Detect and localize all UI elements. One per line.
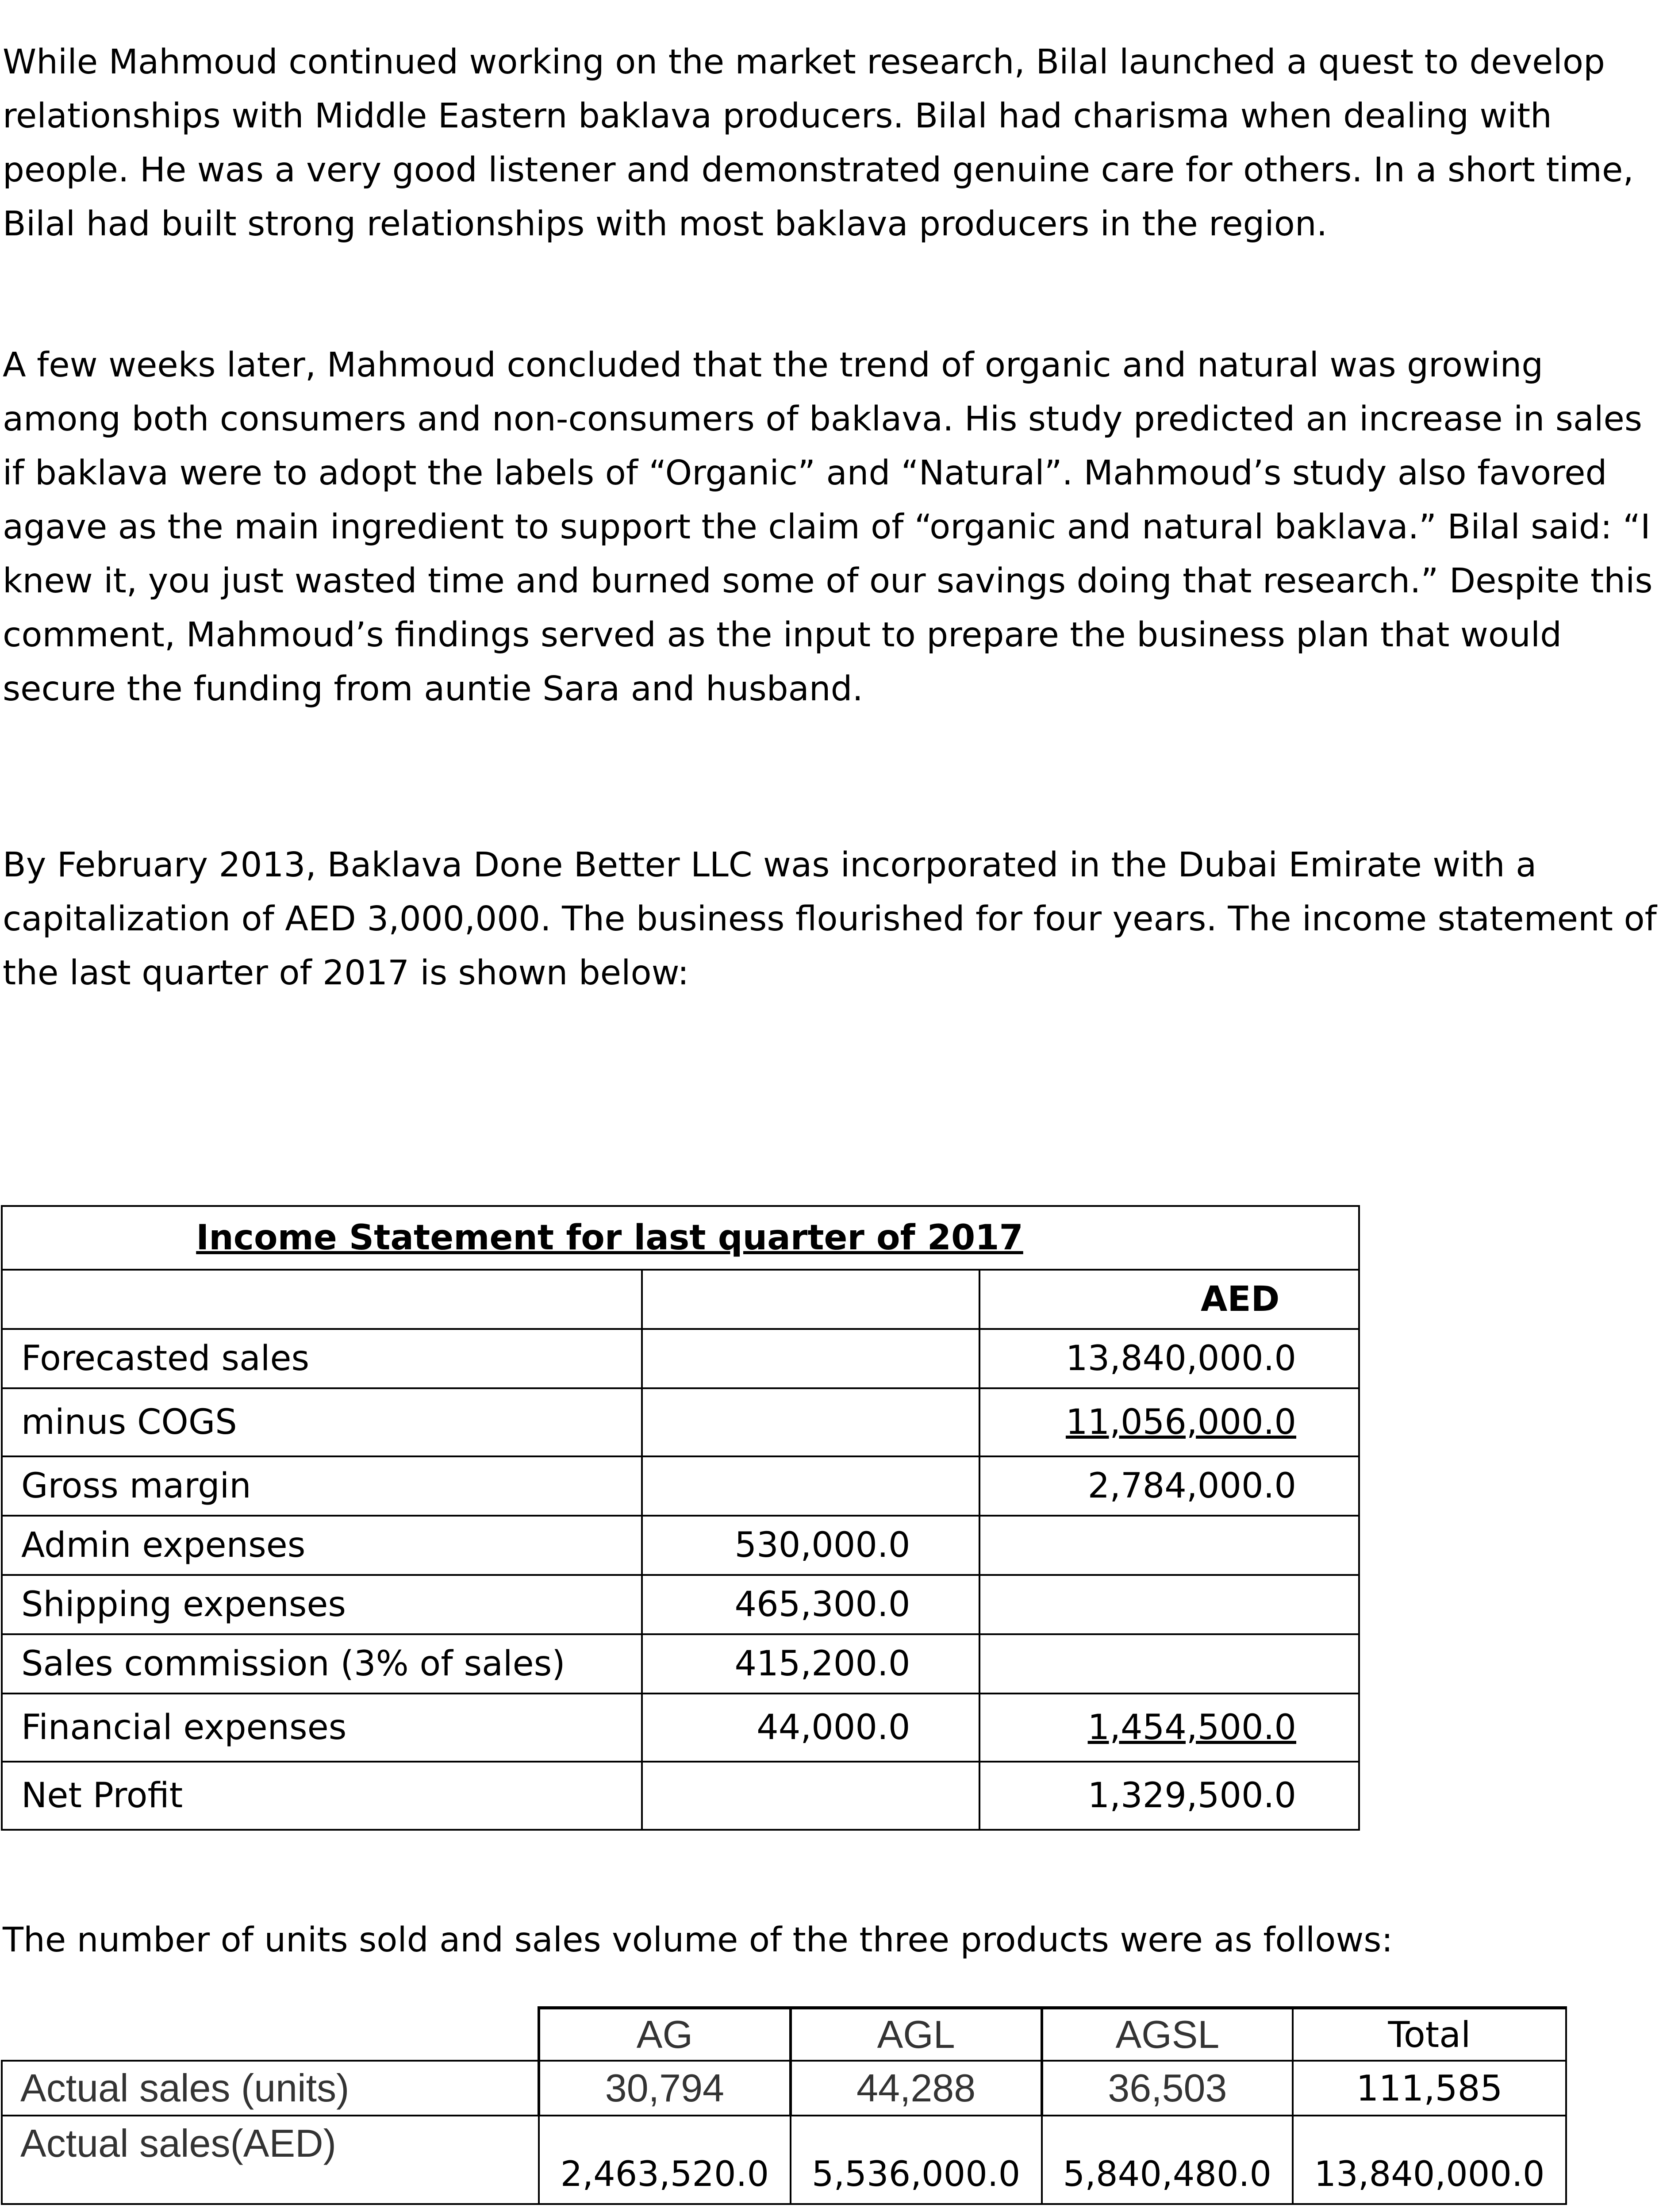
row-amount bbox=[979, 1634, 1359, 1694]
product-header-agl: AGL bbox=[791, 2008, 1042, 2061]
row-label: minus COGS bbox=[2, 1388, 642, 1456]
row-amount: 1,329,500.0 bbox=[979, 1762, 1359, 1830]
table-row bbox=[2, 1762, 1359, 1830]
row-detail bbox=[642, 1329, 980, 1388]
row-amount bbox=[979, 1694, 1359, 1762]
aed-total: 13,840,000.0 bbox=[1293, 2116, 1566, 2204]
product-sales-table bbox=[1, 2006, 1567, 2205]
row-detail: 44,000.0 bbox=[642, 1694, 980, 1762]
table-row bbox=[2, 1516, 1359, 1575]
row-detail bbox=[642, 1762, 980, 1830]
row-amount-underlined: 11,056,000.0 bbox=[1065, 1402, 1296, 1442]
row-label: Forecasted sales bbox=[2, 1329, 642, 1388]
row-label: Financial expenses bbox=[2, 1694, 642, 1762]
row-detail: 415,200.0 bbox=[642, 1634, 980, 1694]
units-label-text: Actual sales bbox=[20, 2066, 230, 2110]
paragraph-market-research: A few weeks later, Mahmoud concluded that the trend of organic and natural was growing among both consumers and non-consumers of baklava. His study predicted an increase in sales if baklava were to adopt the labels of “Organic” and “Natural”. Mahmoud’s study also favored agave as the main ingredient to support the claim of “organic and natural baklava.” Bilal said: “I knew it, you just wasted time and burned some of our savings doing that research.” Despite this comment, Mahmoud’s findings served as the input to prepare the business plan that would secure the funding from auntie Sara and husband. bbox=[3, 346, 1653, 709]
table-row bbox=[2, 1388, 1359, 1456]
row-detail bbox=[642, 1456, 980, 1516]
table-row bbox=[2, 2061, 1566, 2116]
product-header-ag: AG bbox=[539, 2008, 790, 2061]
table-row bbox=[2, 1456, 1359, 1516]
aed-ag: 2,463,520.0 bbox=[539, 2116, 790, 2204]
units-agl: 44,288 bbox=[791, 2061, 1042, 2116]
income-statement-title: Income Statement for last quarter of 2017 bbox=[2, 1206, 1359, 1270]
row-amount-underlined: 1,454,500.0 bbox=[1087, 1708, 1296, 1747]
row-label: Admin expenses bbox=[2, 1516, 642, 1575]
row-label: Gross margin bbox=[2, 1456, 642, 1516]
aed-label: Actual sales(AED) bbox=[2, 2116, 539, 2204]
units-label bbox=[2, 2061, 539, 2116]
row-label: Shipping expenses bbox=[2, 1575, 642, 1634]
aed-agsl: 5,840,480.0 bbox=[1042, 2116, 1293, 2204]
units-ag: 30,794 bbox=[539, 2061, 790, 2116]
units-total: 111,585 bbox=[1293, 2061, 1566, 2116]
empty-cell bbox=[2, 2008, 539, 2061]
row-amount bbox=[979, 1388, 1359, 1456]
aed-agl: 5,536,000.0 bbox=[791, 2116, 1042, 2204]
row-detail: 530,000.0 bbox=[642, 1516, 980, 1575]
paragraph-incorporation: By February 2013, Baklava Done Better LLC was incorporated in the Dubai Emirate with a capitalization of AED 3,000,000. The business flourished for four years. The income statement of the last quarter of 2017 is shown below: bbox=[3, 845, 1657, 993]
empty-cell bbox=[2, 1270, 642, 1329]
table-header-row bbox=[2, 2008, 1566, 2061]
table-row bbox=[2, 1694, 1359, 1762]
row-label: Sales commission (3% of sales) bbox=[2, 1634, 642, 1694]
units-suffix: (units) bbox=[241, 2066, 349, 2110]
row-amount bbox=[979, 1516, 1359, 1575]
table-row bbox=[2, 1575, 1359, 1634]
empty-cell bbox=[642, 1270, 980, 1329]
units-agsl: 36,503 bbox=[1042, 2061, 1293, 2116]
total-header: Total bbox=[1293, 2008, 1566, 2061]
row-amount bbox=[979, 1575, 1359, 1634]
row-detail: 465,300.0 bbox=[642, 1575, 980, 1634]
paragraph-units-intro: The number of units sold and sales volume of the three products were as follows: bbox=[3, 1920, 1393, 1960]
income-statement-table bbox=[1, 1205, 1360, 1831]
table-row bbox=[2, 1634, 1359, 1694]
product-header-agsl: AGSL bbox=[1042, 2008, 1293, 2061]
row-amount: 2,784,000.0 bbox=[979, 1456, 1359, 1516]
table-row bbox=[2, 2116, 1566, 2204]
row-label: Net Profit bbox=[2, 1762, 642, 1830]
table-row bbox=[2, 1329, 1359, 1388]
row-amount: 13,840,000.0 bbox=[979, 1329, 1359, 1388]
paragraph-relationships: While Mahmoud continued working on the market research, Bilal launched a quest to develop relationships with Middle Eastern baklava producers. Bilal had charisma when dealing with people. He was a very good listener and demonstrated genuine care for others. In a short time, Bilal had built strong relationships with most baklava producers in the region. bbox=[3, 42, 1634, 244]
row-detail bbox=[642, 1388, 980, 1456]
currency-header: AED bbox=[979, 1270, 1359, 1329]
